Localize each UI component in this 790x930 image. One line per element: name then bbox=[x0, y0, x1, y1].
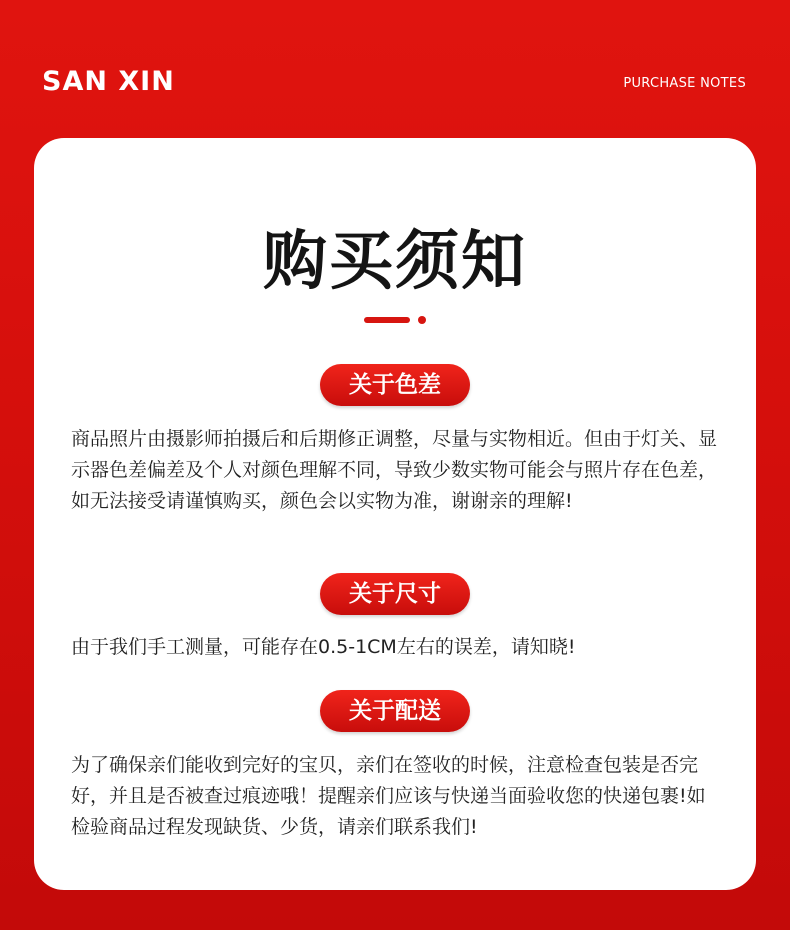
page-title: 购买须知 bbox=[263, 225, 527, 299]
notice-card bbox=[34, 138, 756, 890]
section-text-size: 由于我们手工测量，可能存在0.5-1CM左右的误差，请知晓! bbox=[71, 636, 576, 658]
purchase-notes-label: PURCHASE NOTES bbox=[623, 76, 746, 91]
title-underline-dot bbox=[418, 316, 426, 324]
section-heading-color: 关于色差 bbox=[320, 364, 470, 406]
section-text-color: 商品照片由摄影师拍摄后和后期修正调整，尽量与实物相近。但由于灯关、显示器色差偏差及个人对颜色理解不同，导致少数实物可能会与照片存在色差，如无法接受请谨慎购买，颜色会以实物为准，谢谢亲的理解! bbox=[71, 428, 718, 512]
title-underline-bar bbox=[364, 317, 410, 323]
brand-logo-text: SAN XIN bbox=[42, 66, 175, 97]
section-heading-delivery: 关于配送 bbox=[320, 690, 470, 732]
section-text-delivery: 为了确保亲们能收到完好的宝贝，亲们在签收的时候，注意检查包装是否完好，并且是否被查过痕迹哦！提醒亲们应该与快递当面验收您的快递包裹!如检验商品过程发现缺货、少货，请亲们联系我们! bbox=[71, 754, 706, 838]
section-heading-size: 关于尺寸 bbox=[320, 573, 470, 615]
